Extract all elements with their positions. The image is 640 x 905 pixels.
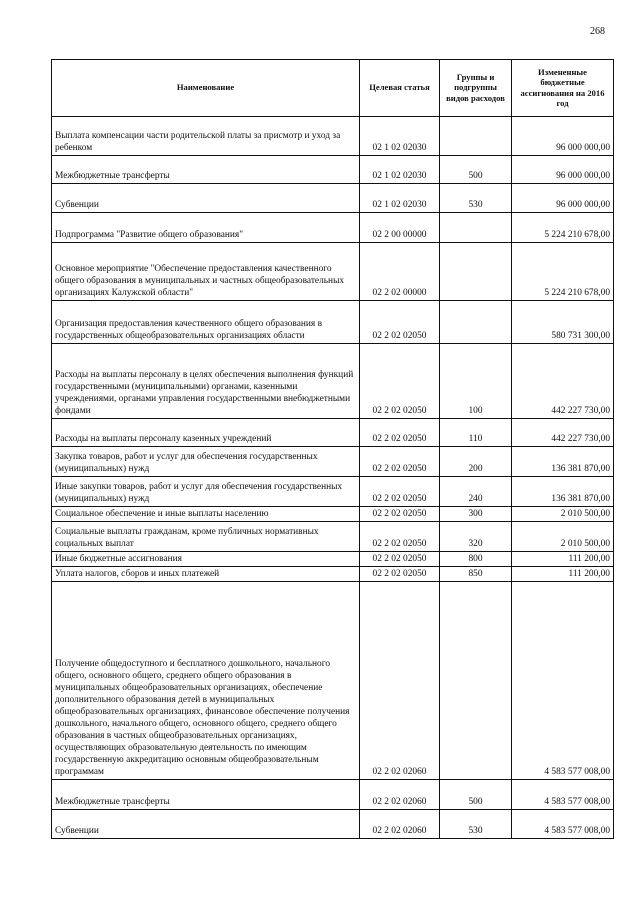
- row-group: 500: [440, 156, 512, 184]
- row-amount: 2 010 500,00: [512, 522, 614, 552]
- row-amount: 442 227 730,00: [512, 344, 614, 419]
- row-amount: 580 731 300,00: [512, 301, 614, 344]
- row-group: 200: [440, 447, 512, 477]
- table-row: [52, 567, 614, 582]
- header-target-article: Целевая статья: [360, 60, 440, 117]
- table-row: [52, 522, 614, 552]
- row-group: [440, 213, 512, 243]
- row-group: [440, 301, 512, 344]
- row-name: Межбюджетные трансферты: [52, 156, 360, 184]
- row-name: Межбюджетные трансферты: [52, 780, 360, 810]
- row-name: Субвенции: [52, 184, 360, 213]
- row-code: 02 2 02 02050: [360, 344, 440, 419]
- row-amount: 111 200,00: [512, 552, 614, 567]
- row-name: Иные бюджетные ассигнования: [52, 552, 360, 567]
- row-code: 02 2 02 02050: [360, 447, 440, 477]
- row-code: 02 2 02 02050: [360, 419, 440, 447]
- row-name: Подпрограмма "Развитие общего образования": [52, 213, 360, 243]
- table-row: [52, 184, 614, 213]
- row-amount: 96 000 000,00: [512, 184, 614, 213]
- row-amount: 4 583 577 008,00: [512, 582, 614, 780]
- row-group: 850: [440, 567, 512, 582]
- row-name: Социальные выплаты гражданам, кроме публичных нормативных социальных выплат: [52, 522, 360, 552]
- table-row: [52, 213, 614, 243]
- table-row: [52, 582, 614, 780]
- page-number: 268: [590, 26, 605, 37]
- row-amount: 442 227 730,00: [512, 419, 614, 447]
- row-name: Организация предоставления качественного общего образования в государственных общеобразовательных организациях области: [52, 301, 360, 344]
- row-code: 02 2 02 02060: [360, 780, 440, 810]
- row-group: [440, 117, 512, 156]
- table-row: [52, 552, 614, 567]
- row-code: 02 2 02 00000: [360, 243, 440, 301]
- table-row: [52, 780, 614, 810]
- row-name: Закупка товаров, работ и услуг для обеспечения государственных (муниципальных) нужд: [52, 447, 360, 477]
- row-amount: 4 583 577 008,00: [512, 780, 614, 810]
- row-amount: 96 000 000,00: [512, 117, 614, 156]
- row-code: 02 2 02 02050: [360, 477, 440, 507]
- table-header-row: [52, 60, 614, 117]
- row-amount: 4 583 577 008,00: [512, 810, 614, 839]
- table-row: [52, 344, 614, 419]
- table-row: [52, 419, 614, 447]
- row-name: Выплата компенсации части родительской платы за присмотр и уход за ребенком: [52, 117, 360, 156]
- table-row: [52, 810, 614, 839]
- row-name: Получение общедоступного и бесплатного дошкольного, начального общего, основного общего, среднего общего образования в муниципальных общеобразовательных организациях, обеспечение дополнительного образования детей в муниципальных общеобразовательных организациях, финансовое обеспечение получения дошкольного, начального общего, основного общего, среднего общего образования в частных общеобразовательных организациях, осуществляющих образовательную деятельность по имеющим государственную аккредитацию основным общеобразовательным программам: [52, 582, 360, 780]
- row-amount: 96 000 000,00: [512, 156, 614, 184]
- row-name: Основное мероприятие "Обеспечение предоставления качественного общего образования в муниципальных и частных общеобразовательных организациях Калужской области": [52, 243, 360, 301]
- table-row: [52, 117, 614, 156]
- table-row: [52, 477, 614, 507]
- row-group: 530: [440, 184, 512, 213]
- row-amount: 136 381 870,00: [512, 447, 614, 477]
- row-name: Расходы на выплаты персоналу в целях обеспечения выполнения функций государственными (муниципальными) органами, казенными учреждениями, органами управления государственными внебюджетными фондами: [52, 344, 360, 419]
- row-group: 100: [440, 344, 512, 419]
- row-name: Расходы на выплаты персоналу казенных учреждений: [52, 419, 360, 447]
- row-group: 240: [440, 477, 512, 507]
- table-row: [52, 447, 614, 477]
- budget-table: [51, 59, 614, 839]
- row-group: 530: [440, 810, 512, 839]
- row-amount: 2 010 500,00: [512, 507, 614, 522]
- row-code: 02 2 02 02050: [360, 567, 440, 582]
- table-row: [52, 507, 614, 522]
- row-group: 110: [440, 419, 512, 447]
- row-code: 02 2 02 02050: [360, 552, 440, 567]
- row-group: [440, 243, 512, 301]
- row-code: 02 1 02 02030: [360, 117, 440, 156]
- row-code: 02 2 02 02060: [360, 582, 440, 780]
- header-expense-groups: Группы и подгруппы видов расходов: [440, 60, 512, 117]
- row-group: 300: [440, 507, 512, 522]
- row-code: 02 1 02 02030: [360, 184, 440, 213]
- row-group: 800: [440, 552, 512, 567]
- row-name: Иные закупки товаров, работ и услуг для обеспечения государственных (муниципальных) нужд: [52, 477, 360, 507]
- row-group: 320: [440, 522, 512, 552]
- row-code: 02 2 02 02050: [360, 301, 440, 344]
- row-name: Уплата налогов, сборов и иных платежей: [52, 567, 360, 582]
- row-code: 02 2 02 02060: [360, 810, 440, 839]
- row-code: 02 2 02 02050: [360, 522, 440, 552]
- row-amount: 5 224 210 678,00: [512, 213, 614, 243]
- header-name: Наименование: [52, 60, 360, 117]
- row-code: 02 2 02 02050: [360, 507, 440, 522]
- row-amount: 136 381 870,00: [512, 477, 614, 507]
- table-row: [52, 156, 614, 184]
- row-amount: 111 200,00: [512, 567, 614, 582]
- row-group: [440, 582, 512, 780]
- table-row: [52, 243, 614, 301]
- row-group: 500: [440, 780, 512, 810]
- table-row: [52, 301, 614, 344]
- row-amount: 5 224 210 678,00: [512, 243, 614, 301]
- row-name: Субвенции: [52, 810, 360, 839]
- row-name: Социальное обеспечение и иные выплаты населению: [52, 507, 360, 522]
- row-code: 02 2 00 00000: [360, 213, 440, 243]
- header-amount-2016: Измененные бюджетные ассигнования на 2016 год: [512, 60, 614, 117]
- row-code: 02 1 02 02030: [360, 156, 440, 184]
